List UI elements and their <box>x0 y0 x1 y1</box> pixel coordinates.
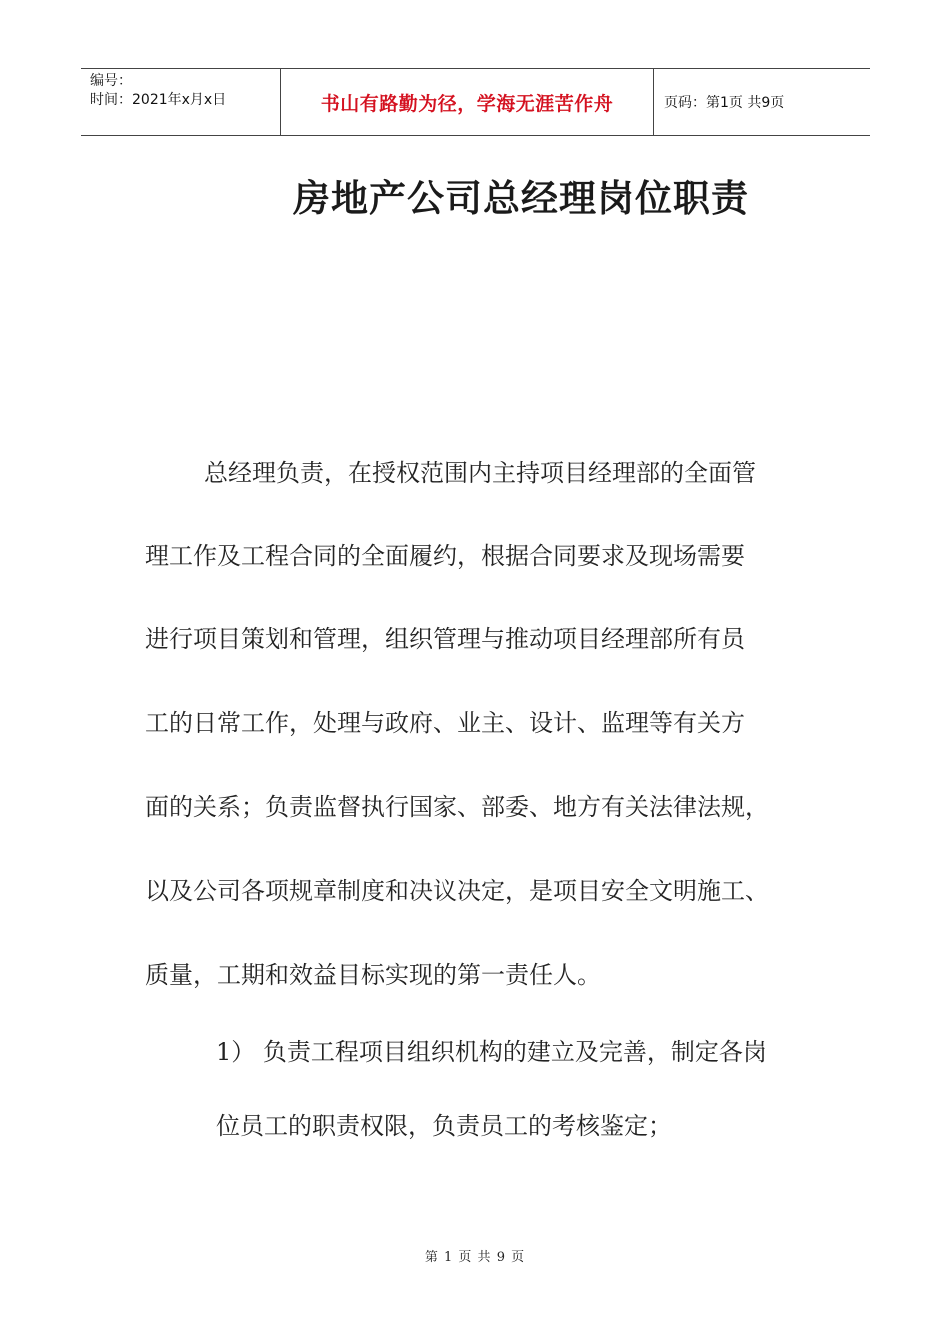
header-motto: 书山有路勤为径，学海无涯苦作舟 <box>320 92 614 115</box>
paragraph-line: 面的关系；负责监督执行国家、部委、地方有关法律法规， <box>145 793 769 821</box>
page-footer: 第 1 页 共 9 页 <box>424 1250 526 1265</box>
document-header <box>81 68 870 136</box>
list-item-line: 1） 负责工程项目组织机构的建立及完善，制定各岗 <box>216 1038 767 1066</box>
header-motto-cell <box>281 69 654 135</box>
paragraph-line: 理工作及工程合同的全面履约，根据合同要求及现场需要 <box>145 542 745 570</box>
paragraph-line: 总经理负责，在授权范围内主持项目经理部的全面管 <box>204 459 756 487</box>
header-page-info-cell <box>654 69 870 135</box>
list-item-line: 位员工的职责权限，负责员工的考核鉴定； <box>216 1112 672 1140</box>
paragraph-line: 质量，工期和效益目标实现的第一责任人。 <box>145 961 601 989</box>
paragraph-line: 工的日常工作，处理与政府、业主、设计、监理等有关方 <box>145 709 745 737</box>
header-number-label: 编号： <box>90 73 132 89</box>
paragraph-line: 进行项目策划和管理，组织管理与推动项目经理部所有员 <box>145 625 745 653</box>
header-time-label: 时间：2021年x月x日 <box>90 92 227 108</box>
header-meta <box>81 69 281 135</box>
document-title: 房地产公司总经理岗位职责 <box>293 176 749 220</box>
header-page-info: 页码：第1页 共9页 <box>664 95 785 111</box>
paragraph-line: 以及公司各项规章制度和决议决定，是项目安全文明施工、 <box>145 877 769 905</box>
